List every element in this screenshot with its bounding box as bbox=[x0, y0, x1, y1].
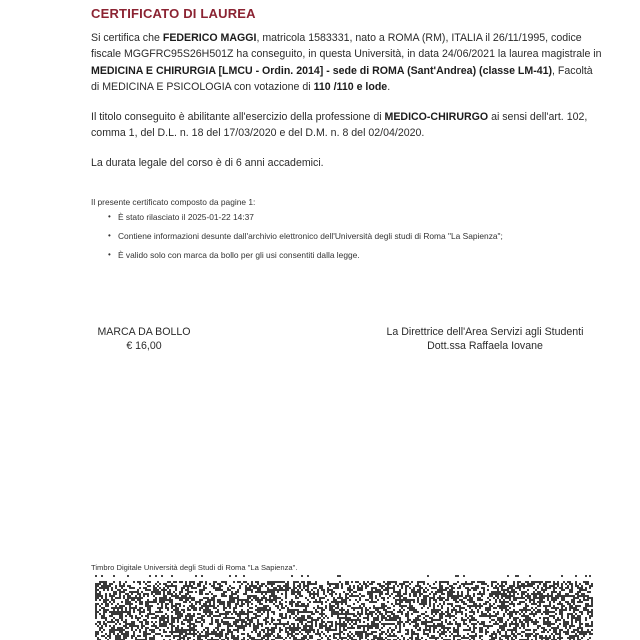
text-segment: , Facoltà di MEDICINA E PSICOLOGIA con votazione di bbox=[91, 64, 593, 93]
text-segment: , matricola 1583331, nato a ROMA (RM), ITALIA il 26/11/1995, codice fiscale MGGFRC95S26H501Z ha conseguito, in questa Università, in data 24/06/2021 la laurea magistrale in bbox=[91, 32, 602, 61]
note-text: È stato rilasciato il 2025-01-22 14:37 bbox=[118, 212, 254, 222]
digital-seal-barcode bbox=[91, 575, 595, 640]
final-grade: 110 /110 e lode bbox=[313, 80, 388, 93]
signatory-name: Dott.ssa Raffaela Iovane bbox=[427, 340, 543, 352]
certification-paragraph bbox=[91, 30, 603, 95]
text-segment: Si certifica che bbox=[91, 32, 163, 44]
signature-block bbox=[372, 325, 598, 353]
note-text: È valido solo con marca da bollo per gli usi consentiti dalla legge. bbox=[118, 250, 360, 260]
certificate-title: CERTIFICATO DI LAUREA bbox=[91, 6, 256, 21]
signatory-role: La Direttrice dell'Area Servizi agli Studenti bbox=[386, 326, 584, 338]
notes-intro: Il presente certificato composto da pagine 1: bbox=[91, 197, 256, 207]
notes-list bbox=[108, 211, 503, 268]
bullet-icon: • bbox=[108, 231, 111, 240]
list-item bbox=[108, 211, 503, 230]
stamp-amount: € 16,00 bbox=[126, 340, 162, 352]
text-segment: Il titolo conseguito è abilitante all'esercizio della professione di bbox=[91, 111, 385, 123]
qualification-paragraph bbox=[91, 109, 603, 142]
bullet-icon: • bbox=[108, 212, 111, 221]
note-text: Contiene informazioni desunte dall'archivio elettronico dell'Università degli studi di Roma "La Sapienza"; bbox=[118, 231, 503, 241]
bullet-icon: • bbox=[108, 250, 111, 259]
degree-name: MEDICINA E CHIRURGIA [LMCU - Ordin. 2014] - sede di ROMA (Sant'Andrea) (classe LM-41) bbox=[91, 64, 553, 77]
barcode-modules bbox=[95, 581, 593, 640]
graduate-name: FEDERICO MAGGI bbox=[162, 32, 257, 44]
list-item bbox=[108, 249, 503, 268]
digital-stamp-label: Timbro Digitale Università degli Studi di Roma "La Sapienza". bbox=[91, 563, 298, 572]
profession-name: MEDICO-CHIRURGO bbox=[384, 111, 489, 123]
text-segment: . bbox=[387, 80, 391, 93]
course-duration: La durata legale del corso è di 6 anni accademici. bbox=[91, 157, 324, 169]
barcode-graphic bbox=[91, 575, 595, 640]
revenue-stamp bbox=[84, 325, 204, 353]
list-item bbox=[108, 230, 503, 249]
stamp-label: MARCA DA BOLLO bbox=[97, 326, 191, 338]
text-segment: ai sensi dell'art. 102, comma 1, del D.L. n. 18 del 17/03/2020 e del D.M. n. 8 del 02/04/2020. bbox=[91, 111, 588, 140]
